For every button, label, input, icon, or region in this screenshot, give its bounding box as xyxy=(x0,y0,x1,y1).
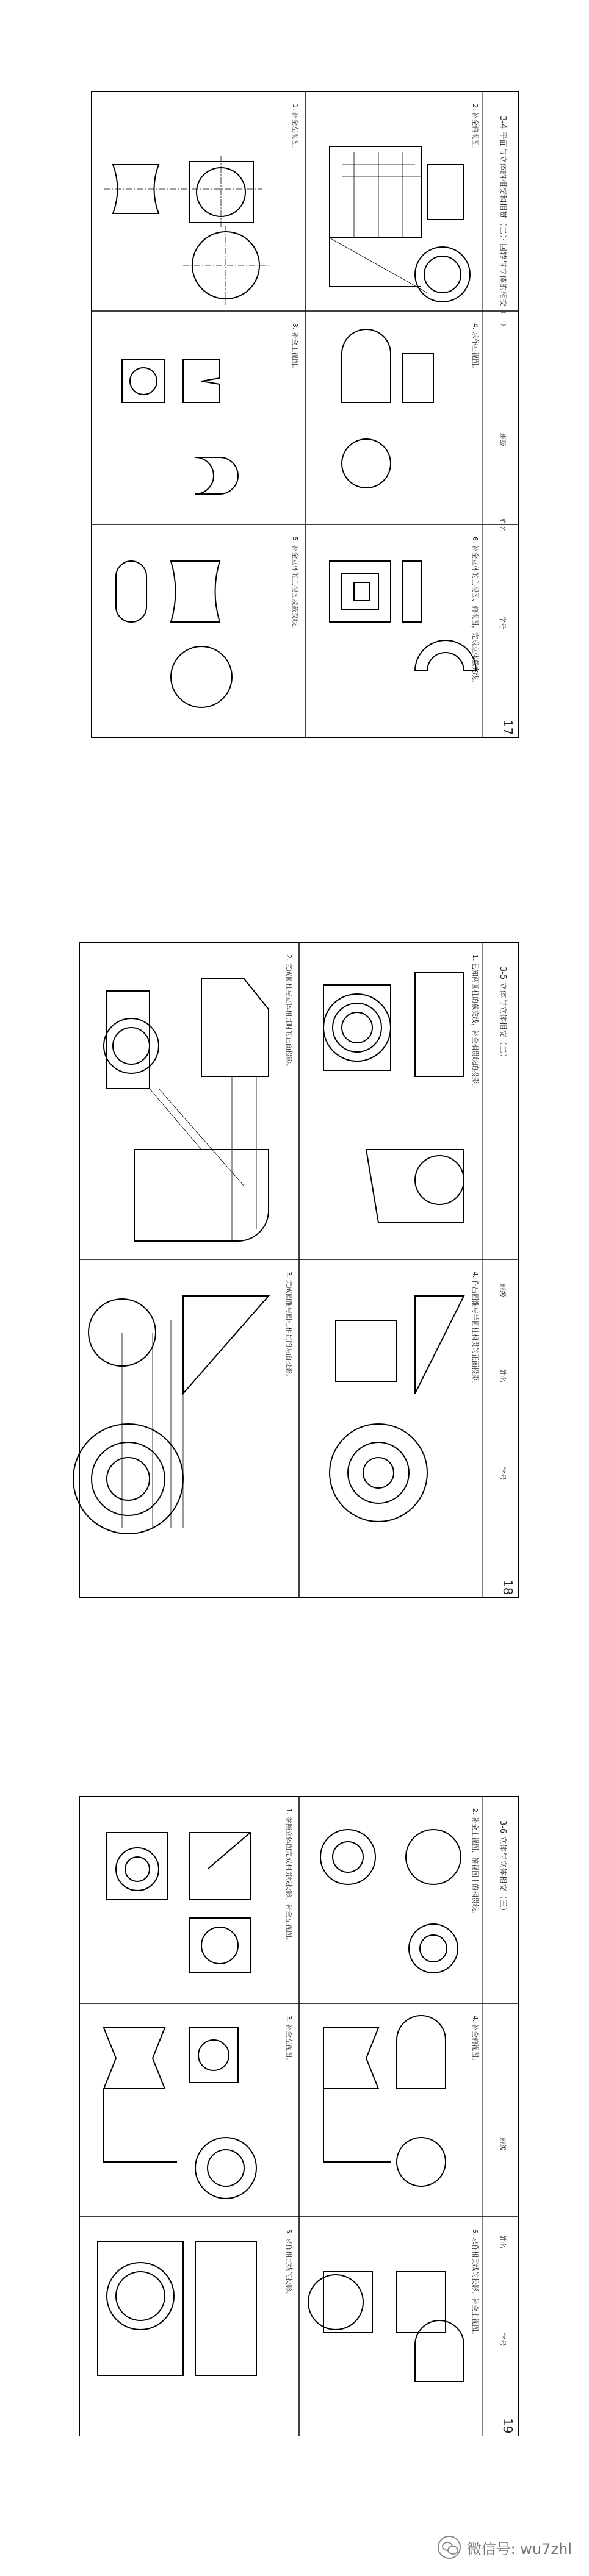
drawing-sheet-18 xyxy=(0,942,589,1598)
sheet-17-task-4: 4. 求作左视图。 xyxy=(471,323,479,372)
watermark-text: 微信号: wu7zhl xyxy=(466,2540,572,2558)
watermark xyxy=(438,2536,572,2559)
sheet-18-task-3: 3. 完成圆锥与圆柱相贯的两面投影。 xyxy=(285,1272,293,1381)
drawing-sheet-19 xyxy=(0,1796,589,2436)
sheet-17-footer-class: 班级 xyxy=(499,433,507,446)
sheet-19-task-6: 6. 求作相贯线的投影，补全主视图。 xyxy=(471,2229,479,2338)
wechat-icon xyxy=(438,2536,461,2559)
sheet-17-page-number: 17 xyxy=(500,720,515,735)
sheet-18-footer-number: 学号 xyxy=(499,1467,507,1480)
sheet-17-task-3: 3. 补全主视图。 xyxy=(291,323,299,372)
sheet-19-footer-class: 班级 xyxy=(499,2138,507,2151)
sheet-17-drawing xyxy=(0,91,589,738)
sheet-17-task-5: 5. 补全立体的主视图及截交线。 xyxy=(291,537,299,632)
sheet-18-task-1: 1. 已知两圆柱的截交线，补全相贯线的投影。 xyxy=(471,954,479,1090)
sheet-18-footer-name: 姓名 xyxy=(499,1369,507,1383)
sheet-18-page-number: 18 xyxy=(500,1580,515,1595)
sheet-17-footer-number: 学号 xyxy=(499,616,507,629)
sheet-19-task-3: 3. 补全左视图。 xyxy=(285,2016,293,2064)
sheet-17-footer-name: 姓名 xyxy=(499,518,507,532)
sheet-19-page-number: 19 xyxy=(500,2418,515,2434)
sheet-19-footer-number: 学号 xyxy=(499,2333,507,2346)
sheet-18-footer-class: 班级 xyxy=(499,1284,507,1297)
sheet-19-header: 3-6 立体与立体相交（三） xyxy=(498,1820,507,1916)
sheet-19-task-4: 4. 补全俯视图。 xyxy=(471,2016,479,2064)
drawing-sheet-17 xyxy=(0,91,589,738)
sheet-19-task-1: 1. 参照立体图完成相贯线投影，补全左视图。 xyxy=(285,1808,293,1944)
sheet-19-task-2: 2. 补全主视图、俯视图中的相贯线。 xyxy=(471,1808,479,1917)
sheet-19-task-5: 5. 求作相贯线的投影。 xyxy=(285,2229,293,2298)
sheet-17-header: 3-4 平面与立体的相交和相贯（二）· 回转与立体的相交（一） xyxy=(498,116,507,331)
sheet-18-task-4: 4. 作出圆锥与半圆柱相贯的正面投影。 xyxy=(471,1272,479,1387)
sheet-18-header: 3-5 立体与立体相交（二） xyxy=(498,967,507,1062)
sheet-18-drawing xyxy=(0,942,589,1598)
sheet-17-task-6: 6. 补全立体的主视图、俯视图，完成立体截交线。 xyxy=(471,537,479,686)
sheet-18-task-2: 2. 完成圆柱与立体相贯时的正面投影。 xyxy=(285,954,293,1070)
sheet-19-footer-name: 姓名 xyxy=(499,2235,507,2249)
sheet-19-drawing xyxy=(0,1796,589,2436)
sheet-17-task-2: 2. 补全俯视图。 xyxy=(471,104,479,152)
sheet-17-task-1: 1. 补全左视图。 xyxy=(291,104,299,152)
